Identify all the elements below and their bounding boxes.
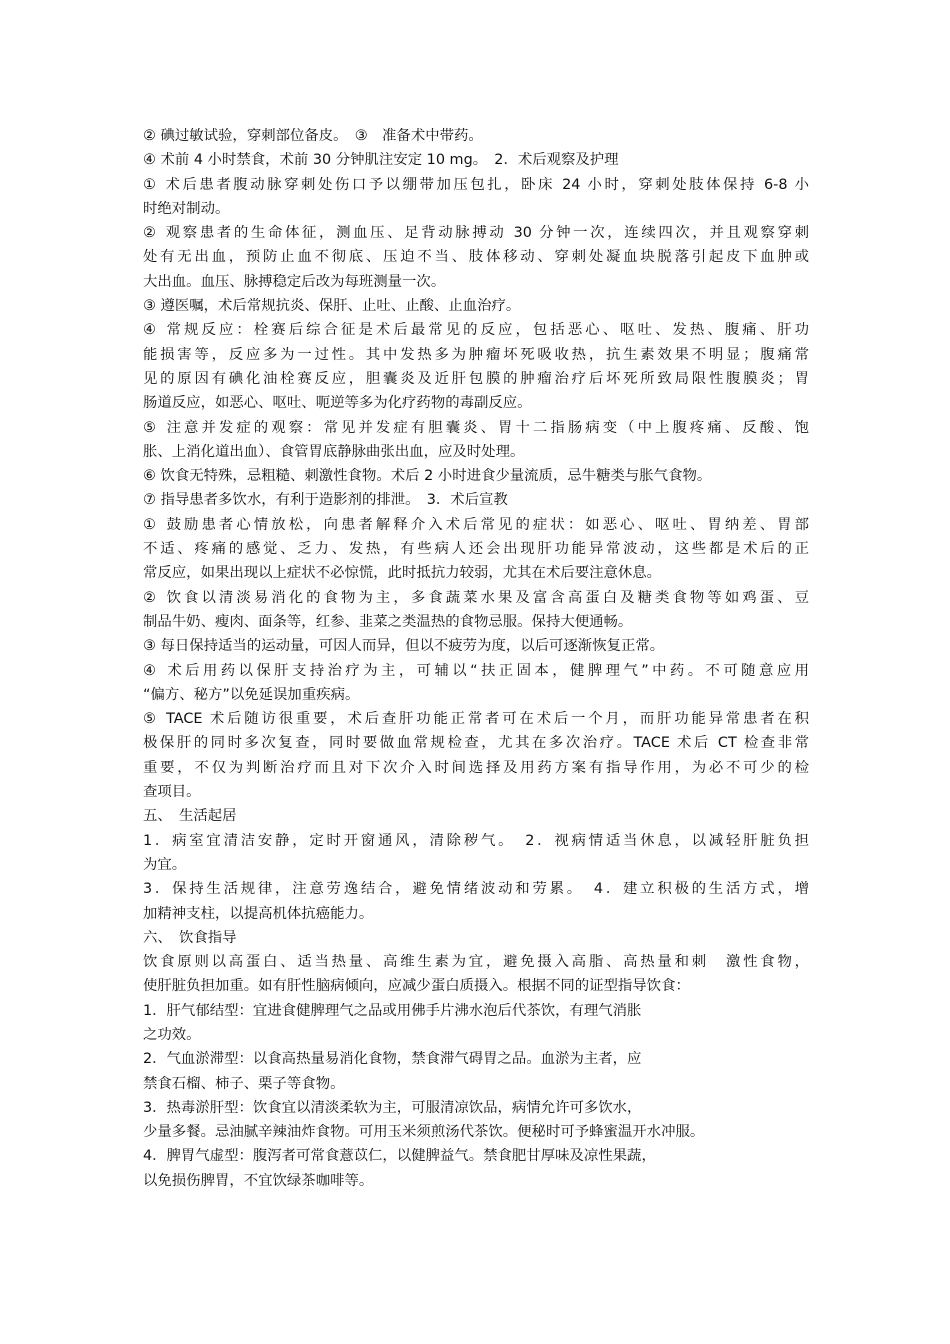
text-line: 六、 饮食指导 xyxy=(143,929,237,946)
text-line: ③ 每日保持适当的运动量，可因人而异，但以不疲劳为度，以后可逐渐恢复正常。 xyxy=(143,638,665,655)
text-line: ⑥ 饮食无特殊，忌粗糙、刺激性食物。术后 2 小时进食少量流质，忌牛糖类与胀气食物。 xyxy=(143,468,712,485)
text-line: ⑦ 指导患者多饮水，有利于造影剂的排泄。 3．术后宣教 xyxy=(143,492,508,509)
text-line: 4．脾胃气虚型：腹泻者可常食薏苡仁，以健脾益气。禁食肥甘厚味及凉性果蔬， xyxy=(143,1148,656,1165)
text-line: ⑤ TACE 术后随访很重要，术后查肝功能正常者可在术后一个月，而肝功能异常患者在积 xyxy=(143,711,809,728)
text-line: 饮食原则以高蛋白、适当热量、高维生素为宜，避免摄入高脂、高热量和刺 激性食物， xyxy=(143,954,809,971)
text-line: 重要，不仅为判断治疗而且对下次介入时间选择及用药方案有指导作用，为必不可少的检 xyxy=(143,759,809,776)
text-line: 五、 生活起居 xyxy=(143,808,237,825)
text-line: 1．肝气郁结型：宜进食健脾理气之品或用佛手片沸水泡后代茶饮，有理气消胀 xyxy=(143,1002,642,1019)
text-line: 处有无出血，预防止血不彻底、压迫不当、肢体移动、穿刺处凝血块脱落引起皮下血肿或 xyxy=(143,249,809,266)
text-line: 胀、上消化道出血）、食管胃底静脉曲张出血，应及时处理。 xyxy=(143,443,525,460)
text-line: 大出血。血压、脉搏稳定后改为每班测量一次。 xyxy=(143,273,446,290)
text-line: ④ 术前 4 小时禁食，术前 30 分钟肌注安定 10 mg。 2．术后观察及护理 xyxy=(143,152,619,169)
text-line: 制品牛奶、瘦肉、面条等，红参、韭菜之类温热的食物忌服。保持大便通畅。 xyxy=(143,613,633,630)
text-line: ② 饮食以清淡易消化的食物为主，多食蔬菜水果及富含高蛋白及糖类食物等如鸡蛋、豆 xyxy=(143,589,809,606)
text-line: 不适、疼痛的感觉、乏力、发热，有些病人还会出现肝功能异常波动，这些都是术后的正 xyxy=(143,541,809,558)
text-line: 为宜。 xyxy=(143,856,187,873)
text-line: 极保肝的同时多次复查，同时要做血常规检查，尤其在多次治疗。TACE 术后 CT 检查非常 xyxy=(143,735,809,752)
document-body xyxy=(143,124,809,1193)
text-line: ④ 常规反应：栓赛后综合征是术后最常见的反应，包括恶心、呕吐、发热、腹痛、肝功 xyxy=(143,322,809,339)
text-line: ⑤ 注意并发症的观察：常见并发症有胆囊炎、胃十二指肠病变（中上腹疼痛、反酸、饱 xyxy=(143,419,809,436)
text-line: ③ 遵医嘱，术后常规抗炎、保肝、止吐、止酸、止血治疗。 xyxy=(143,298,521,315)
text-line: “偏方、秘方”以免延误加重疾病。 xyxy=(143,686,360,703)
text-line: 查项目。 xyxy=(143,784,201,801)
text-line: ② 碘过敏试验，穿刺部位备皮。 ③ 准备术中带药。 xyxy=(143,128,483,144)
text-line: 禁食石榴、柿子、栗子等食物。 xyxy=(143,1075,345,1092)
text-line: 以免损伤脾胃，不宜饮绿茶咖啡等。 xyxy=(143,1172,374,1189)
text-line: 时绝对制动。 xyxy=(143,200,230,217)
text-line: 见的原因有碘化油栓赛反应，胆囊炎及近肝包膜的肿瘤治疗后坏死所致局限性腹膜炎；胃 xyxy=(143,370,809,387)
text-line: 之功效。 xyxy=(143,1026,201,1043)
text-line: ② 观察患者的生命体征，测血压、足背动脉搏动 30 分钟一次，连续四次，并且观察穿刺 xyxy=(143,225,809,242)
text-line: 3．保持生活规律，注意劳逸结合，避免情绪波动和劳累。 4．建立积极的生活方式，增 xyxy=(143,881,809,898)
text-line: 1．病室宜清洁安静，定时开窗通风，清除秽气。 2．视病情适当休息，以减轻肝脏负担 xyxy=(143,832,809,849)
text-line: 使肝脏负担加重。如有肝性脑病倾向，应减少蛋白质摄入。根据不同的证型指导饮食： xyxy=(143,978,690,995)
text-line: 少量多餐。忌油腻辛辣油炸食物。可用玉米须煎汤代茶饮。便秘时可予蜂蜜温开水冲服。 xyxy=(143,1124,705,1141)
text-line: 2．气血淤滞型：以食高热量易消化食物，禁食滞气碍胃之品。血淤为主者，应 xyxy=(143,1051,642,1068)
text-line: 能损害等，反应多为一过性。其中发热多为肿瘤坏死吸收热，抗生素效果不明显；腹痛常 xyxy=(143,346,809,363)
text-line: 常反应，如果出现以上症状不必惊慌，此时抵抗力较弱，尤其在术后要注意休息。 xyxy=(143,565,662,582)
text-line: 3．热毒淤肝型：饮食宜以清淡柔软为主，可服清凉饮品，病情允许可多饮水， xyxy=(143,1099,642,1116)
text-line: 肠道反应，如恶心、呕吐、呃逆等多为化疗药物的毒副反应。 xyxy=(143,395,532,412)
text-line: ① 术后患者腹动脉穿刺处伤口予以绷带加压包扎，卧床 24 小时，穿刺处肢体保持 6-8 小 xyxy=(143,176,809,193)
text-line: ④ 术后用药以保肝支持治疗为主，可辅以“扶正固本，健脾理气”中药。不可随意应用 xyxy=(143,662,809,679)
text-line: 加精神支柱，以提高机体抗癌能力。 xyxy=(143,905,374,922)
text-line: ① 鼓励患者心情放松，向患者解释介入术后常见的症状：如恶心、呕吐、胃纳差、胃部 xyxy=(143,516,809,533)
